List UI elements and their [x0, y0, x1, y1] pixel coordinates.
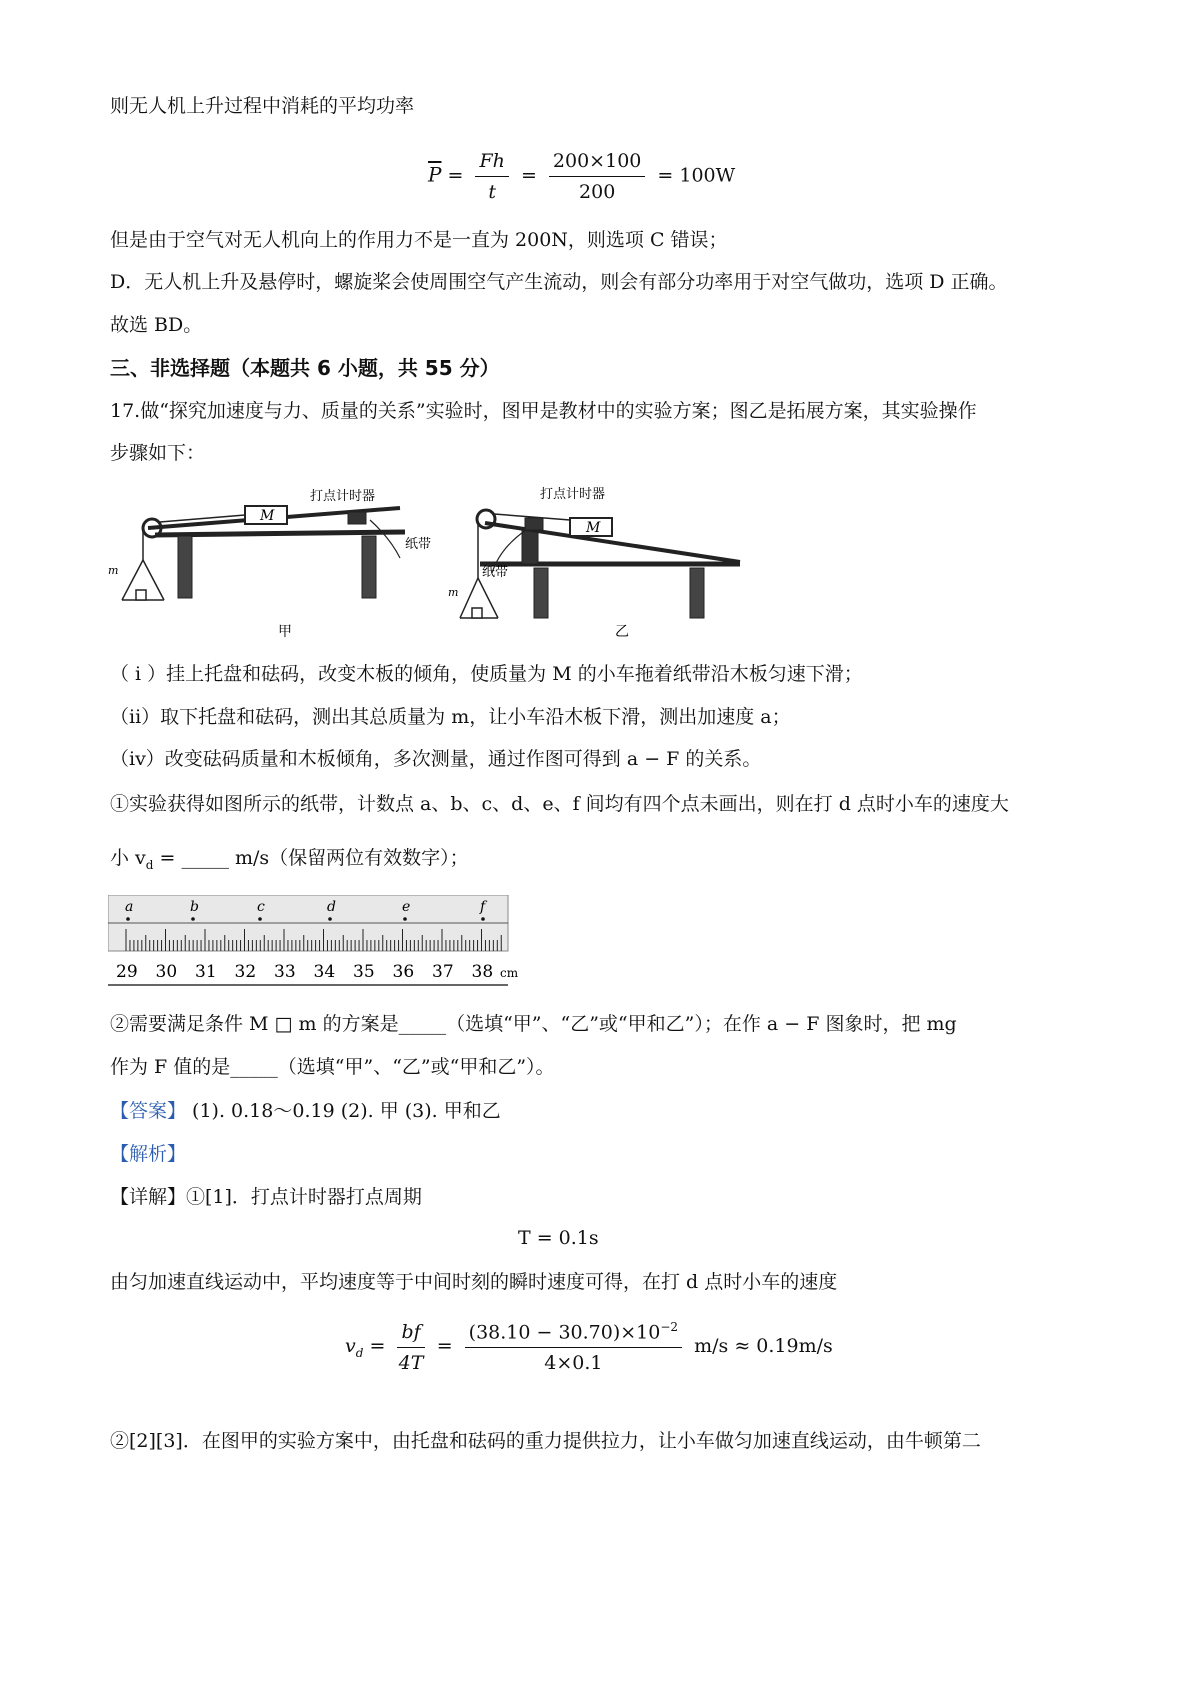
formula-symbol: =: [447, 164, 464, 187]
weight-icon: [136, 590, 146, 600]
ruler-number: 37: [432, 962, 454, 982]
formula-symbol: v: [345, 1335, 356, 1358]
formula-denominator: 200: [579, 181, 616, 203]
ruler-unit: cm: [500, 966, 519, 980]
question-text: 作为 F 值的是_____（选填“甲”、“乙”或“甲和乙”）。: [110, 1056, 555, 1078]
detail-text: 由匀加速直线运动中，平均速度等于中间时刻的瞬时速度可得，在打 d 点时小车的速度: [110, 1271, 838, 1293]
mass-label: M: [586, 520, 601, 536]
tape-point: [481, 917, 485, 921]
formula-numerator: Fh: [475, 150, 508, 177]
tape-point-label: d: [327, 899, 336, 915]
mass-label: m: [448, 586, 459, 599]
detail-text: 【详解】①[1]．打点计时器打点周期: [110, 1186, 422, 1208]
tape-point-label: a: [125, 899, 134, 915]
figure-caption: 乙: [615, 624, 629, 640]
ruler-number: 32: [234, 962, 257, 982]
figure-label: 打点计时器: [310, 489, 376, 504]
table-leg: [178, 536, 192, 598]
ruler-figure: [108, 895, 528, 990]
experiment-figure: [100, 478, 760, 643]
answer-line: [110, 1097, 501, 1125]
ruler-number: 36: [392, 962, 415, 982]
question-text: ②需要满足条件 M □ m 的方案是_____（选填“甲”、“乙”或“甲和乙”）；在作 a − F 图象时，把 mg: [110, 1013, 957, 1035]
ruler-number: 29: [116, 962, 138, 982]
question-text: 17.做“探究加速度与力、质量的关系”实验时，图甲是教材中的实验方案；图乙是拓展方案，其实验操作: [110, 400, 977, 422]
question-text: 步骤如下：: [110, 442, 206, 464]
weight-icon: [472, 608, 482, 618]
formula-exponent: −2: [660, 1320, 679, 1334]
tape-point: [258, 917, 262, 921]
formula-symbol: $\overline{P}$: [428, 162, 442, 187]
ruler-number: 33: [274, 962, 296, 982]
tape-point-label: e: [402, 899, 411, 915]
ruler-number: 30: [155, 962, 178, 982]
answer-tag: 【答案】: [110, 1100, 187, 1122]
section-heading: 三、非选择题（本题共 6 小题，共 55 分）: [110, 356, 500, 380]
step-text: （iv）改变砝码质量和木板倾角，多次测量，通过作图可得到 a − F 的关系。: [110, 748, 762, 770]
tape-point: [191, 917, 195, 921]
ruler-number: 35: [353, 962, 375, 982]
formula-denominator: 4×0.1: [544, 1352, 603, 1375]
power-formula: $\overline{P}$ = $\frac{Fh}{t}$ = $\frac{200\times 100}{200}$ = 100W: [428, 150, 736, 203]
figure-label: 打点计时器: [540, 487, 606, 502]
tape-point-label: f: [480, 899, 486, 915]
formula-denominator: t: [488, 181, 497, 203]
mass-label: m: [108, 564, 119, 577]
step-text: （ i ）挂上托盘和砝码，改变木板的倾角，使质量为 M 的小车拖着纸带沿木板匀速下滑；: [110, 663, 863, 685]
figure-label: 纸带: [482, 565, 509, 580]
mass-label: M: [260, 508, 275, 524]
formula-denominator: 4T: [398, 1351, 424, 1374]
pulley-icon: [477, 510, 495, 528]
formula-subscript: d: [355, 1345, 364, 1360]
tape-point: [403, 917, 407, 921]
text-line: 故选 BD。: [110, 314, 203, 336]
tape-point: [126, 917, 130, 921]
text-line: 但是由于空气对无人机向上的作用力不是一直为 200N，则选项 C 错误；: [110, 229, 728, 251]
formula-result: m/s ≈ 0.19m/s: [694, 1335, 833, 1358]
table-leg: [362, 536, 376, 598]
formula-numerator: bf: [397, 1321, 424, 1348]
timer-box: [525, 518, 543, 530]
detail-text: ②[2][3]．在图甲的实验方案中，由托盘和砝码的重力提供拉力，让小车做匀加速直线运动，由牛顿第二: [110, 1430, 981, 1452]
analysis-tag: 【解析】: [110, 1143, 187, 1165]
timer-box: [348, 512, 366, 524]
tape-point: [328, 917, 332, 921]
table-top: [155, 532, 405, 535]
tape-point-label: c: [257, 899, 265, 915]
table-leg: [534, 568, 548, 618]
velocity-formula: $v_d$ = $\frac{bf}{4T}$ = $\frac{(38.10 - 30.70)\times 10^{-2}}{4\times 0.1}$ m/s ≈ 0.19m/s: [345, 1320, 833, 1375]
formula-numerator: (38.10 − 30.70)×10: [468, 1321, 661, 1344]
ruler-number: 31: [195, 962, 217, 982]
formula-numerator: 200×100: [549, 150, 645, 177]
ruler-number: 34: [313, 962, 336, 982]
figure-label: 纸带: [405, 537, 432, 552]
question-text: ①实验获得如图所示的纸带，计数点 a、b、c、d、e、f 间均有四个点未画出，则在打 d 点时小车的速度大: [110, 793, 1009, 815]
ruler-numbers: [116, 962, 519, 982]
ruler-number: 38: [471, 962, 494, 982]
velocity-label: 小 v: [110, 847, 146, 869]
text-line: D．无人机上升及悬停时，螺旋桨会使周围空气产生流动，则会有部分功率用于对空气做功，选项 D 正确。: [110, 271, 1008, 293]
text-line: 则无人机上升过程中消耗的平均功率: [110, 95, 415, 117]
period-formula: T = 0.1s: [518, 1227, 599, 1249]
support-block: [522, 530, 538, 564]
velocity-subscript: d: [145, 857, 154, 872]
figure-caption: 甲: [278, 624, 292, 640]
tape-point-label: b: [190, 899, 199, 915]
formula-result: = 100W: [657, 164, 736, 187]
question-text-rest: = _____ m/s（保留两位有效数字）；: [153, 847, 469, 869]
question-text: [110, 844, 469, 879]
step-text: （ii）取下托盘和砝码，测出其总质量为 m，让小车沿木板下滑，测出加速度 a；: [110, 706, 791, 728]
table-leg: [690, 568, 704, 618]
answer-body: (1). 0.18～0.19 (2). 甲 (3). 甲和乙: [186, 1100, 501, 1122]
